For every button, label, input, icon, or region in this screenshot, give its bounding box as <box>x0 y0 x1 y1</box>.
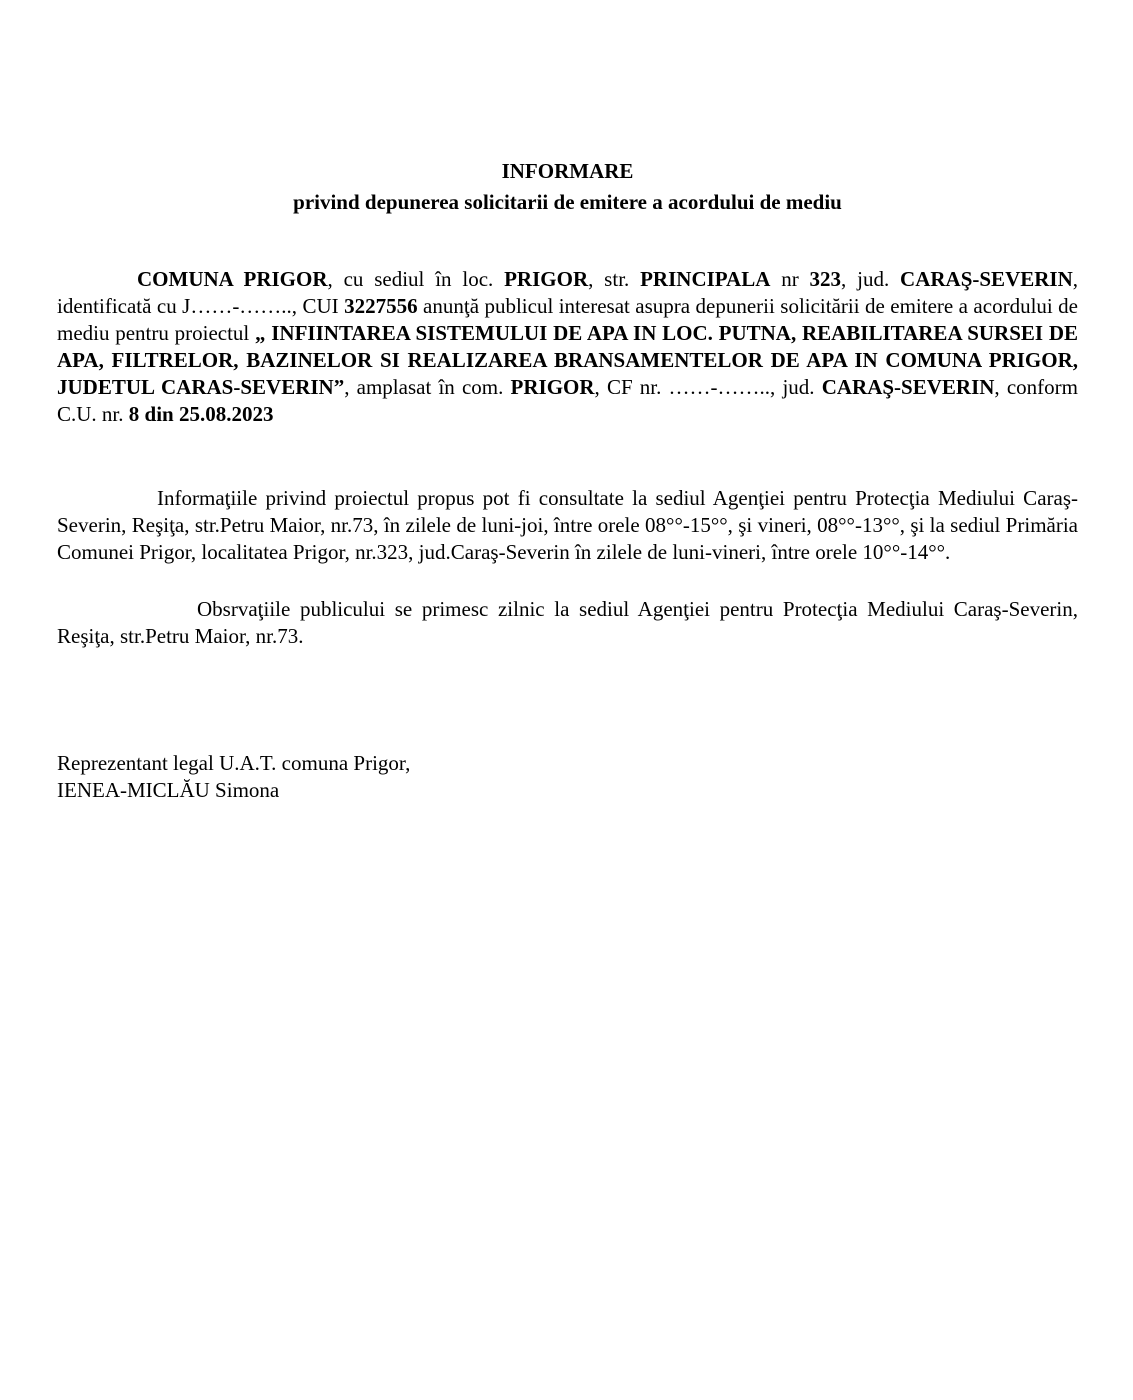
text-segment: , CF nr. ……-…….., jud. <box>594 375 822 399</box>
text-segment: , amplasat în com. <box>344 375 511 399</box>
bold-text-segment: CARAŞ-SEVERIN <box>900 267 1073 291</box>
paragraph-observations <box>57 596 1078 650</box>
paragraph-intro <box>57 266 1078 428</box>
bold-text-segment: CARAŞ-SEVERIN <box>821 375 995 399</box>
document-subtitle: privind depunerea solicitarii de emitere a acordului de mediu <box>293 190 842 214</box>
text-segment: Informaţiile privind proiectul propus pot fi consultate la sediul Agenţiei pentru Protecţia Mediului Caraş-Severin, Reşiţa, str.Petru Maior, nr.73, în zilele de luni-joi, între orele 08°°-15°°, şi vineri, 08°°-13°°, şi la sediul Primăria Comunei Prigor, localitatea Prigor, nr.323, jud.Caraş-Severin în zilele de luni-vineri, între orele 10°°-14°°. <box>57 486 1078 564</box>
document-header <box>57 156 1078 218</box>
signature-role: Reprezentant legal U.A.T. comuna Prigor, <box>57 751 411 775</box>
text-segment: nr <box>770 267 810 291</box>
paragraph-consultation <box>57 485 1078 566</box>
bold-text-segment: 3227556 <box>344 294 418 318</box>
text-segment: , str. <box>588 267 641 291</box>
text-segment: , cu sediul în loc. <box>327 267 505 291</box>
signature-block <box>57 750 1078 804</box>
bold-text-segment: PRINCIPALA <box>640 267 771 291</box>
text-segment: , identificată cu J……-…….., CUI <box>57 267 1078 318</box>
bold-text-segment: COMUNA PRIGOR <box>137 267 328 291</box>
bold-text-segment: „ INFIINTAREA SISTEMULUI DE APA IN LOC. PUTNA, REABILITAREA SURSEI DE APA, FILTRELOR, BAZINELOR SI REALIZAREA BRANSAMENTELOR DE APA IN COMUNA PRIGOR, JUDETUL CARAS-SEVERIN” <box>57 321 1078 399</box>
text-segment: , jud. <box>841 267 901 291</box>
bold-text-segment: 8 din 25.08.2023 <box>128 402 274 426</box>
bold-text-segment: PRIGOR <box>504 267 589 291</box>
document-title: INFORMARE <box>501 159 634 183</box>
bold-text-segment: PRIGOR <box>510 375 595 399</box>
text-segment: , conform C.U. nr. <box>57 375 1078 426</box>
text-segment: anunţă publicul interesat asupra depunerii solicitării de emitere a acordului de mediu pentru proiectul <box>57 294 1078 345</box>
signature-name: IENEA-MICLĂU Simona <box>57 778 280 802</box>
text-segment: Obsrvaţiile publicului se primesc zilnic la sediul Agenţiei pentru Protecţia Mediului Caraş-Severin, Reşiţa, str.Petru Maior, nr.73. <box>57 597 1078 648</box>
bold-text-segment: 323 <box>809 267 842 291</box>
